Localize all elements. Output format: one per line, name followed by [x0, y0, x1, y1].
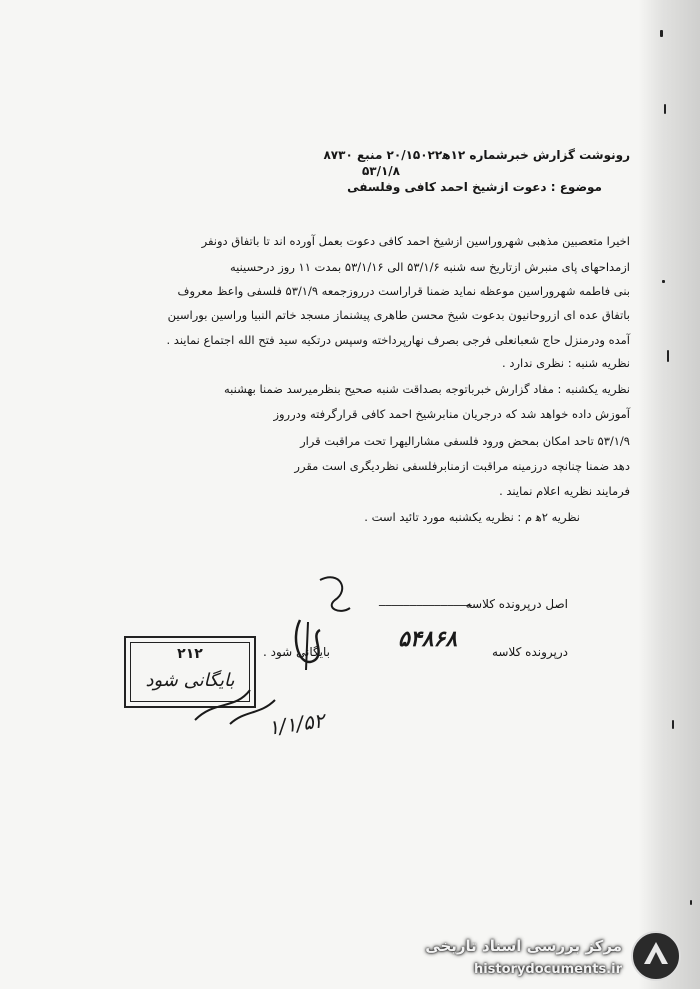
- copy-file-suffix: بایگانی شود .: [262, 645, 330, 659]
- body-line: نظریه ۲ﻫ م : نظریه یکشنبه مورد تائید است .: [364, 510, 580, 524]
- handwritten-note: ۱/۱/۵۲: [266, 708, 326, 740]
- watermark-site: historydocuments.ir: [473, 962, 622, 977]
- copy-file-label: درپرونده کلاسه: [492, 645, 568, 659]
- body-line: ازمداحهای پای منبرش ازتاریخ سه شنبه ۵۳/۱/۶ الی ۵۳/۱/۱۶ بمدت ۱۱ روز درحسینیه: [229, 260, 630, 274]
- original-file-label: اصل درپرونده کلاسه: [465, 597, 568, 611]
- handwritten-scribble: [190, 680, 280, 730]
- scan-speck: [662, 280, 665, 283]
- stamp-word: بایگانی شود: [145, 670, 235, 691]
- archive-logo-icon: [628, 928, 684, 984]
- body-line: نظریه شنبه : نظری ندارد .: [502, 356, 630, 370]
- body-line: آموزش داده خواهد شد که درجریان منابرشیخ احمد کافی قرارگرفته ودرروز: [273, 407, 630, 421]
- original-file-blank: _______________: [379, 592, 472, 606]
- body-line: نظریه یکشنبه : مفاد گزارش خبرباتوجه بصداقت شنبه صحیح بنظرمیرسد ضمنا بهشنبه: [224, 382, 630, 396]
- body-line: اخیرا متعصبین مذهبی شهروراسین ازشیخ احمد کافی دعوت بعمل آورده اند تا باتفاق دونفر: [201, 234, 630, 248]
- report-title: رونوشت گزارش خبرشماره ۱۲ﻫ۲۰/۱۵۰۲۲ منبع ۸۷۳۰: [323, 148, 630, 162]
- stamp-number: ۲۱۲: [177, 646, 203, 662]
- subject-line: موضوع : دعوت ازشیخ احمد کافی وفلسفی: [347, 180, 602, 194]
- report-date: ۵۳/۱/۸: [361, 164, 400, 178]
- body-line: ۵۳/۱/۹ تاحد امکان بمحض ورود فلسفی مشارالیهرا تحت مراقبت قرار: [300, 434, 630, 448]
- scan-speck: [672, 720, 674, 729]
- watermark-title: مرکز بررسی اسناد تاریخی: [425, 937, 622, 955]
- scan-speck: [660, 30, 663, 37]
- body-line: آمده ودرمنزل حاج شعبانعلی فرجی بصرف نهارپرداخته وسپس درتکیه سید فتح الله اجتماع نمایند .: [166, 333, 630, 347]
- scan-speck: [667, 350, 669, 362]
- scan-speck: [690, 900, 692, 905]
- handwritten-signature: [280, 560, 400, 680]
- body-line: باتفاق عده ای ازروحانیون بدعوت شیخ محسن طاهری پیشنماز مسجد خاتم النبیا وراسین بوراسین: [167, 308, 630, 322]
- page-edge-shadow: [638, 0, 700, 989]
- body-line: فرمایند نظریه اعلام نمایند .: [499, 484, 630, 498]
- copy-file-number: ۵۴۸۶۸: [398, 627, 458, 652]
- body-line: دهد ضمنا چنانچه درزمینه مراقبت ازمنابرفلسفی نظردیگری است مقرر: [294, 459, 630, 473]
- body-line: بنی فاطمه شهروراسین موعظه نماید ضمنا قراراست درروزجمعه ۵۳/۱/۹ فلسفی واعظ معروف: [177, 284, 630, 298]
- scan-speck: [664, 104, 666, 114]
